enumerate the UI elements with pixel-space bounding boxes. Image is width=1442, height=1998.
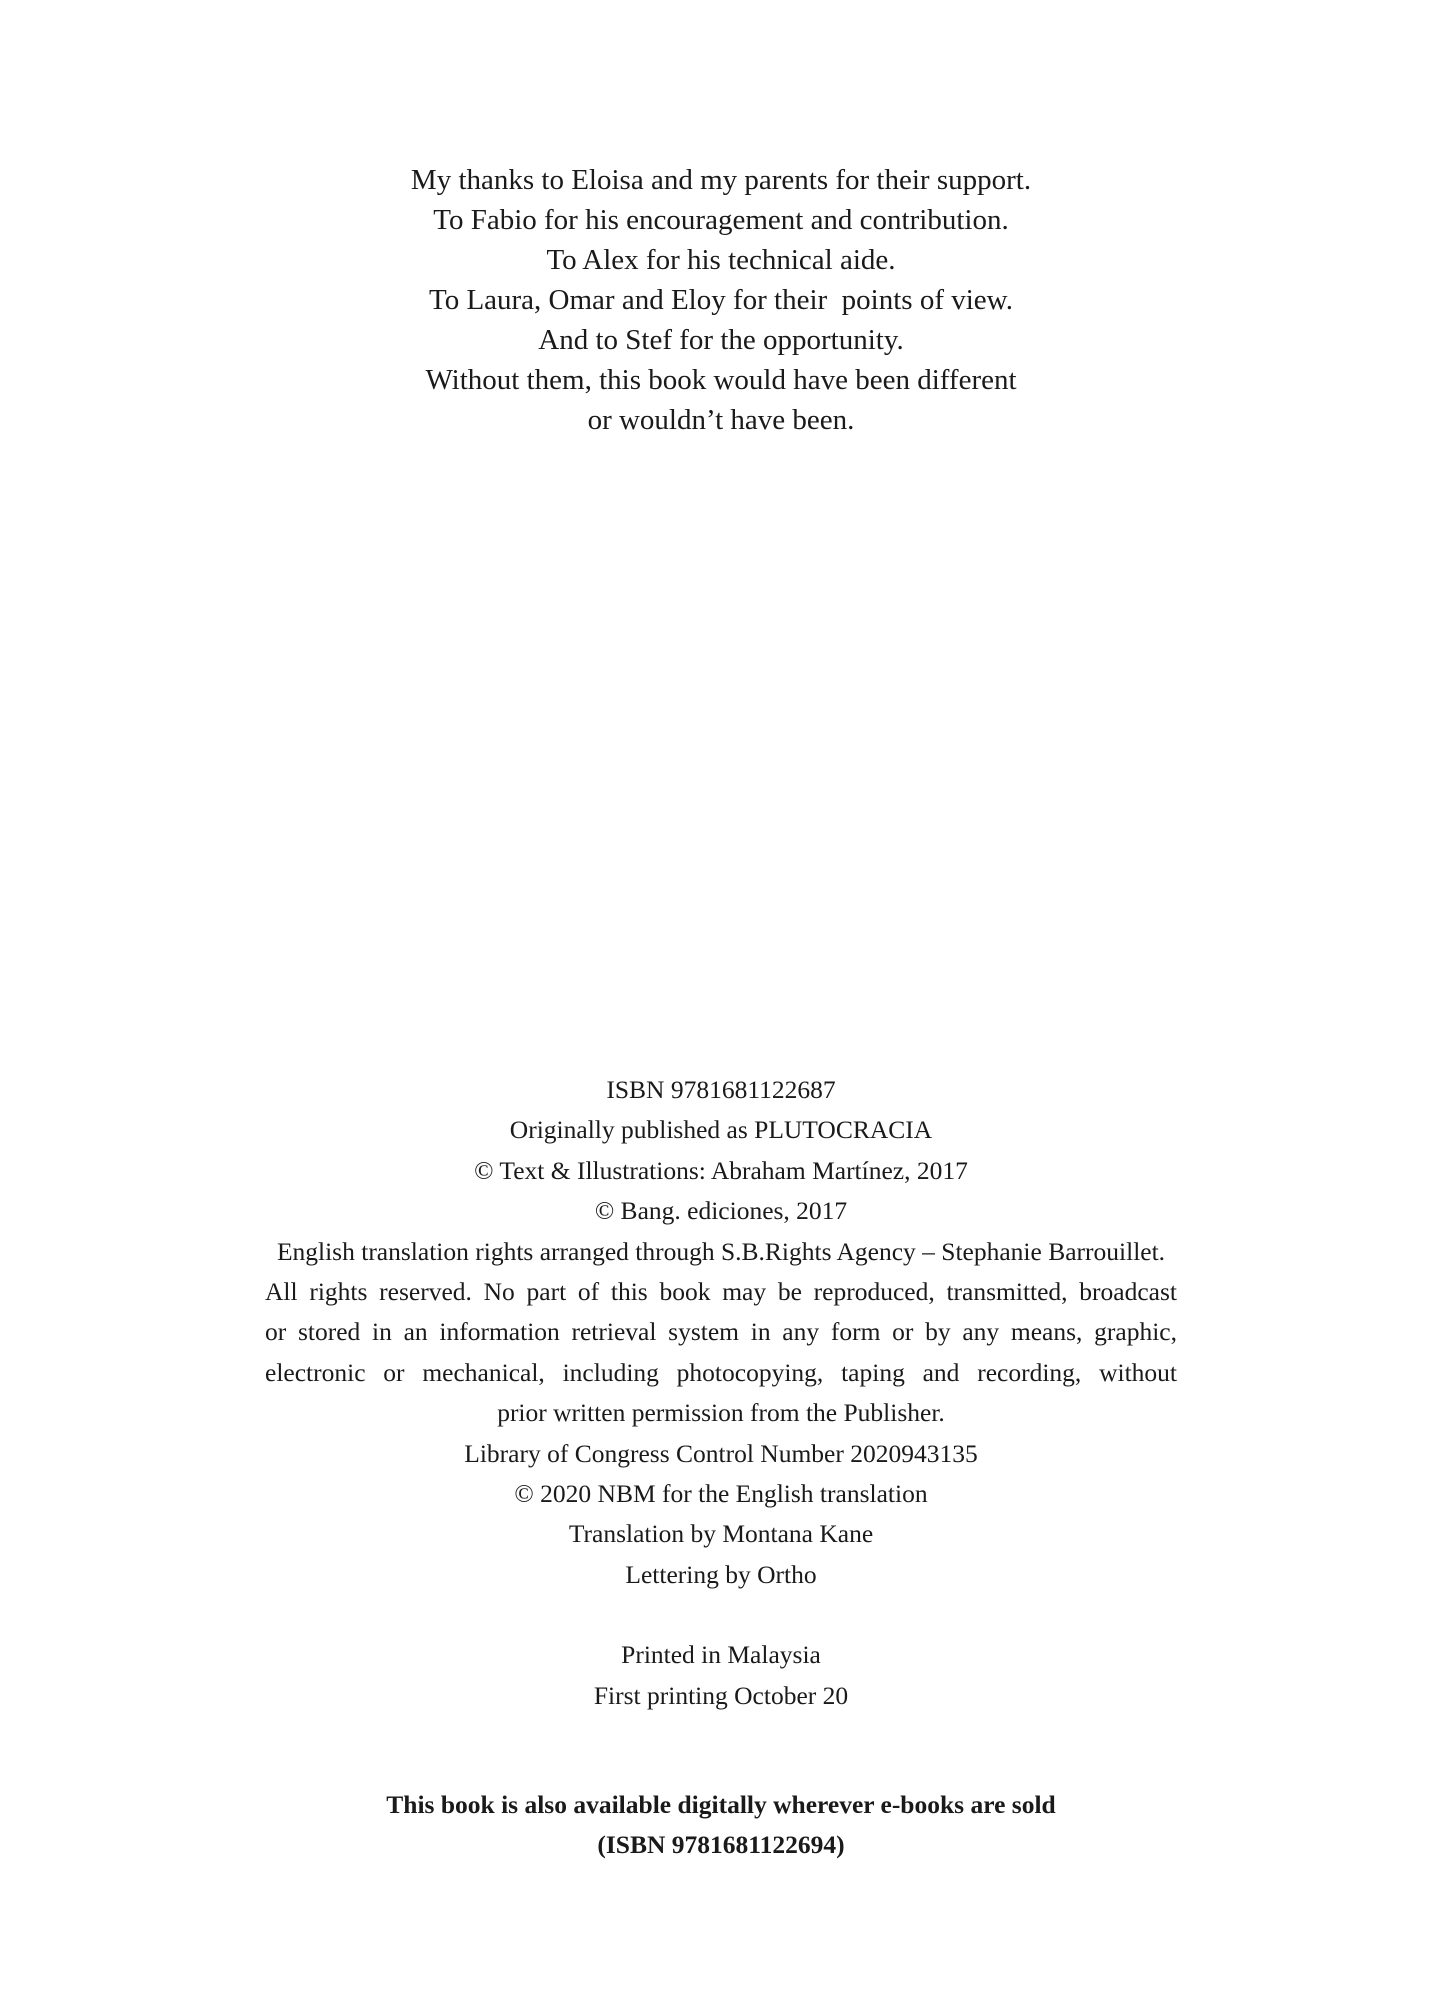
- original-title: Originally published as PLUTOCRACIA: [509, 1115, 933, 1145]
- rights-line: electronic or mechanical, including photocopying, taping and recording, without: [265, 1357, 1177, 1387]
- acknowledgements: [0, 160, 1442, 440]
- rights-line: or stored in an information retrieval system in any form or by any means, graphic,: [265, 1317, 1177, 1347]
- digital-availability: [0, 1785, 1442, 1865]
- lettering-credit: Lettering by Ortho: [625, 1559, 817, 1589]
- copyright-bang: © Bang. ediciones, 2017: [594, 1196, 848, 1226]
- rights-line: prior written permission from the Publisher.: [497, 1398, 945, 1428]
- first-printing: First printing October 20: [593, 1680, 849, 1710]
- rights-agency: English translation rights arranged through S.B.Rights Agency – Stephanie Barrouillet.: [276, 1236, 1166, 1266]
- isbn: ISBN 9781681122687: [606, 1075, 836, 1104]
- translation-credit: Translation by Montana Kane: [568, 1519, 874, 1549]
- loc-number: Library of Congress Control Number 2020943135: [464, 1438, 978, 1468]
- spacer: [0, 1595, 1442, 1635]
- ack-line: To Fabio for his encouragement and contribution.: [433, 204, 1009, 236]
- ack-line: Without them, this book would have been different: [425, 364, 1017, 396]
- copyright-nbm: © 2020 NBM for the English translation: [514, 1479, 928, 1509]
- digital-line: This book is also available digitally wherever e-books are sold: [386, 1790, 1056, 1819]
- rights-reserved: [265, 1272, 1177, 1434]
- rights-line: All rights reserved. No part of this book may be reproduced, transmitted, broadcast: [265, 1277, 1177, 1307]
- ack-line: To Alex for his technical aide.: [546, 244, 896, 276]
- ack-line: or wouldn’t have been.: [587, 404, 855, 436]
- ack-line: My thanks to Eloisa and my parents for their support.: [410, 164, 1032, 196]
- colophon: [0, 1070, 1442, 1716]
- digital-isbn: (ISBN 9781681122694): [597, 1830, 845, 1859]
- copyright-text: © Text & Illustrations: Abraham Martínez, 2017: [474, 1155, 968, 1185]
- printed-in: Printed in Malaysia: [621, 1640, 821, 1670]
- ack-line: And to Stef for the opportunity.: [538, 324, 904, 356]
- ack-line: To Laura, Omar and Eloy for their points of view.: [429, 284, 1013, 316]
